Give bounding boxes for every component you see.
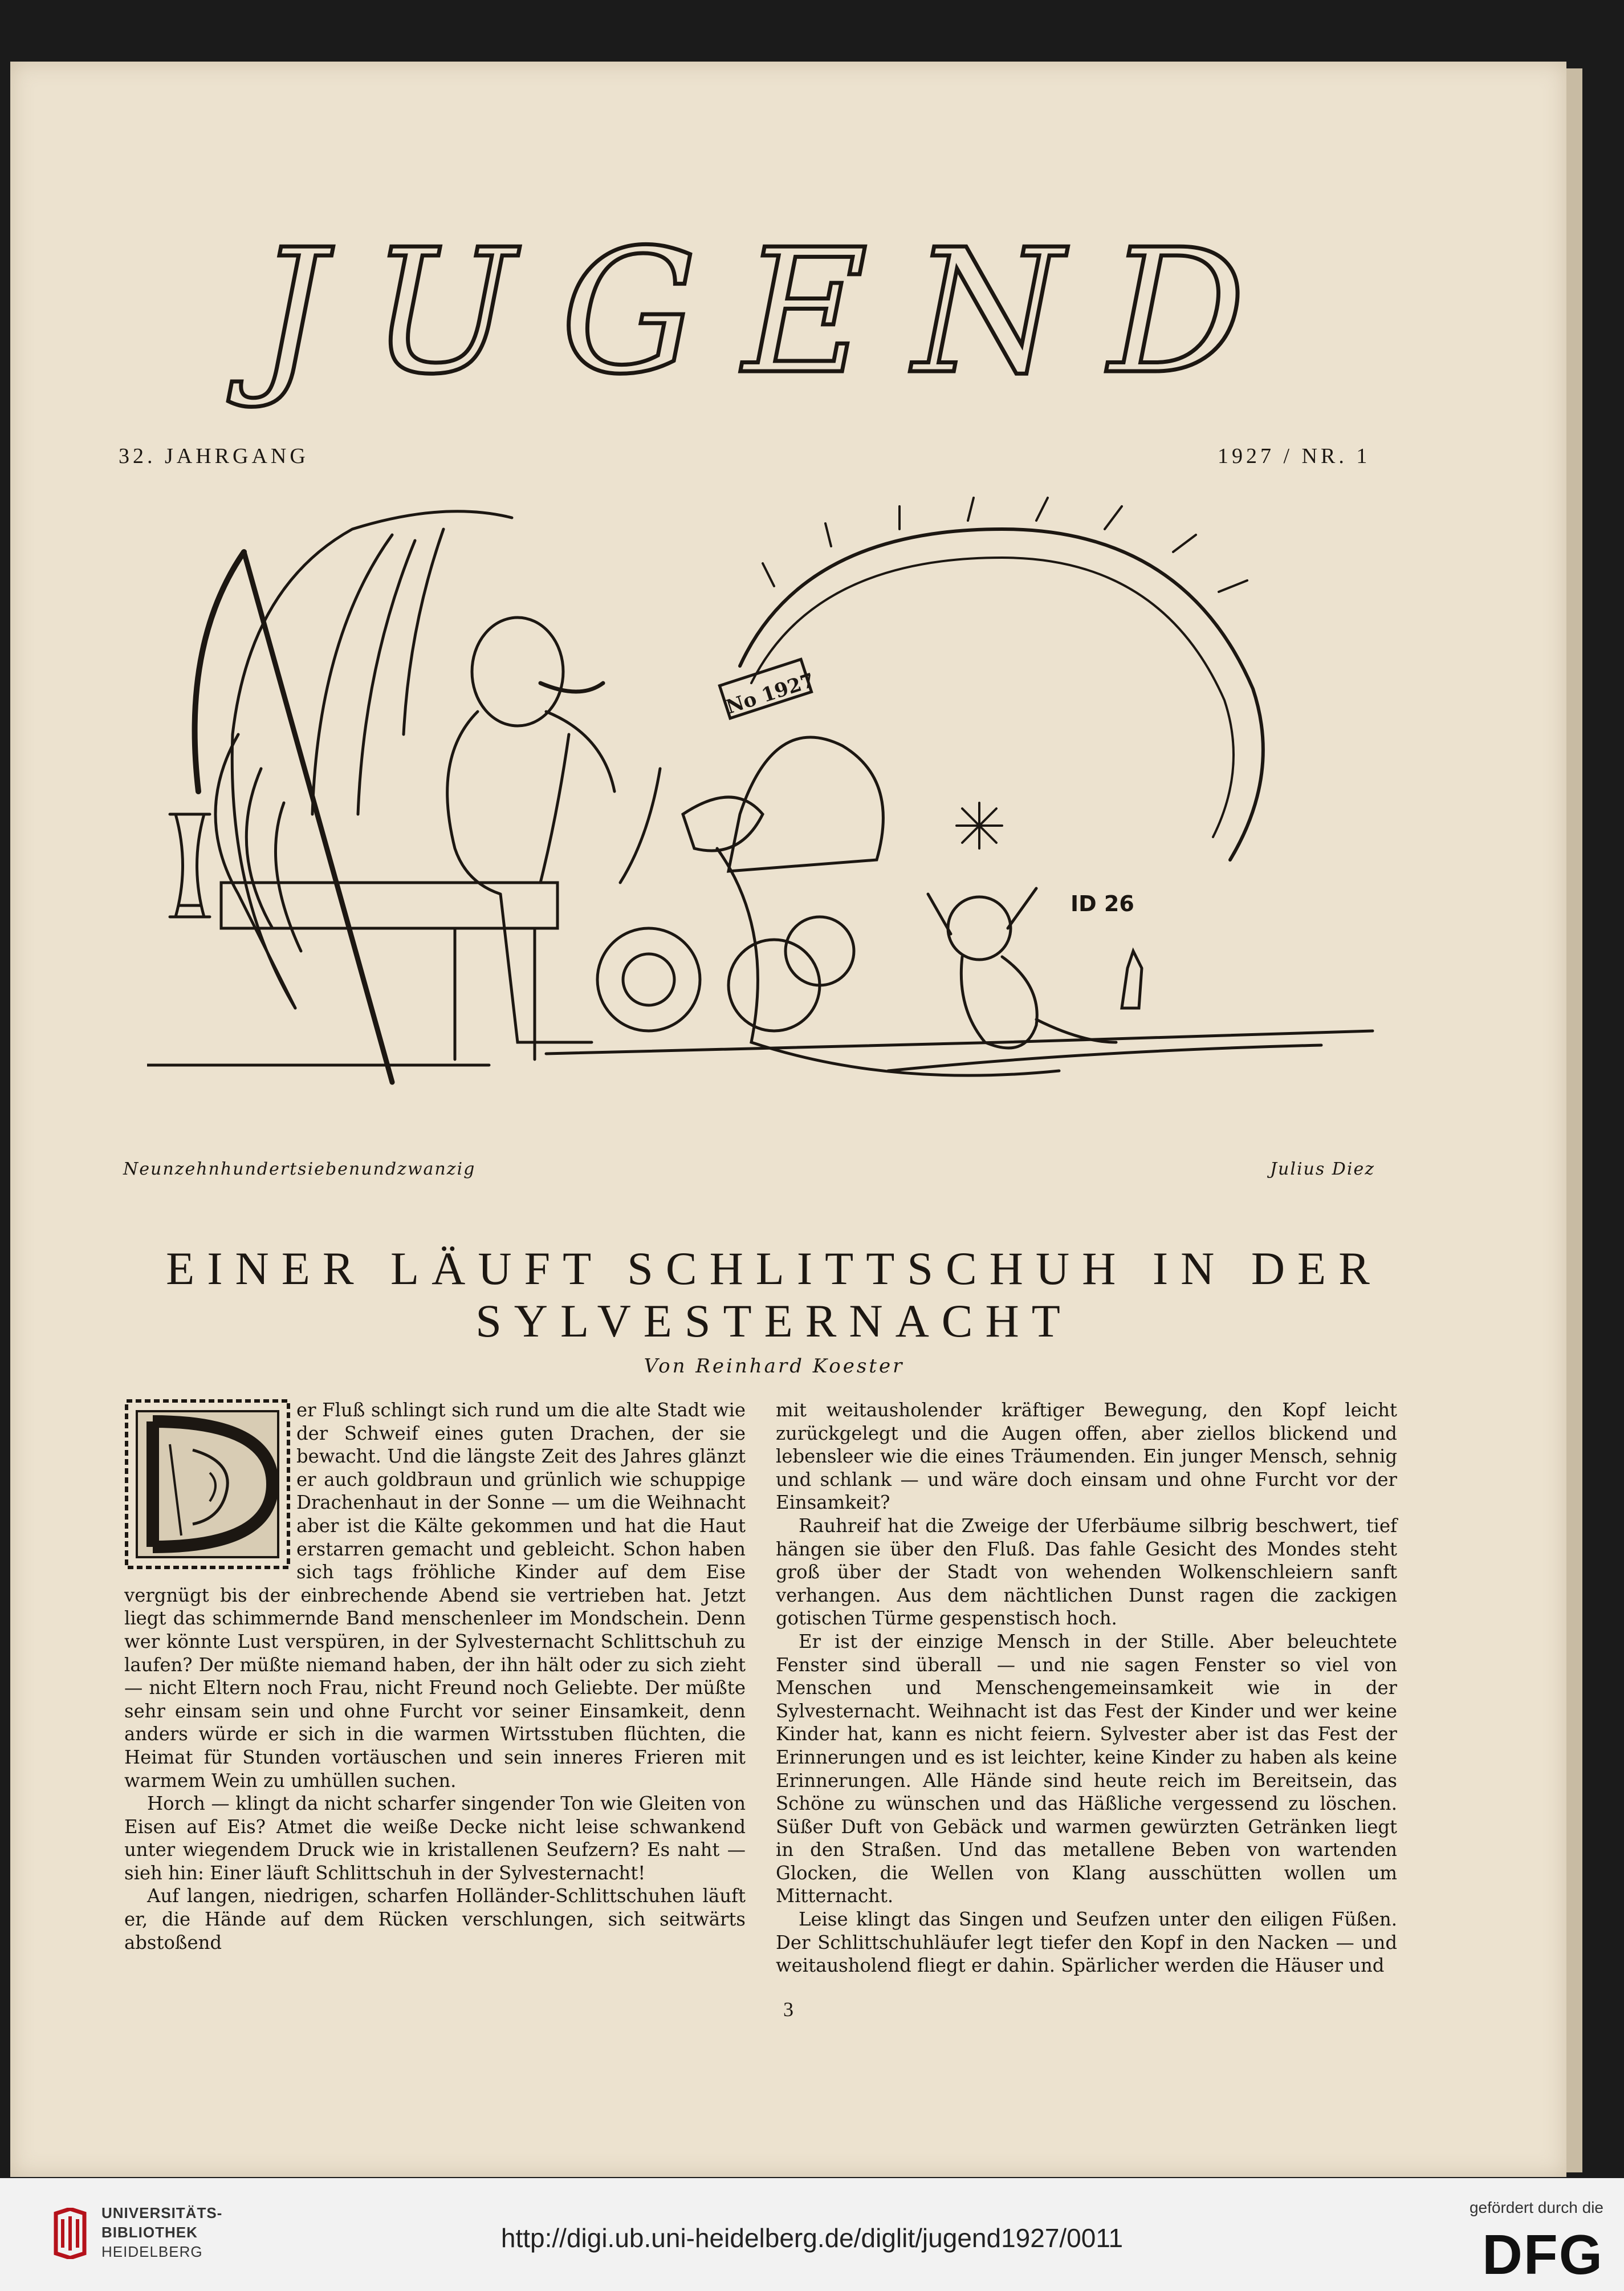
paragraph: Horch — klingt da nicht scharfer singender Ton wie Gleiten von Eisen auf Eis? Atmet die weiße Decke nicht leise schwankend unter wiegendem Druck wie in kristallenen Seufzern? Es naht — sieh hin: Einer läuft Schlittschuh in der Sylvesternacht! bbox=[124, 1793, 746, 1884]
column-left bbox=[124, 1399, 746, 1954]
paragraph: Er ist der einzige Mensch in der Stille. Aber beleuchtete Fenster sind überall — und nie sagen Fenster so viel von Menschen und Menschengemeinsamkeit wie in der Sylvesternacht. Weihnacht ist das Fest der Kinder und wer keine Kinder hat, kann es nicht feiern. Sylvester aber ist das Fest der Erinnerungen und es ist leichter, keine Kinder zu haben als keine Erinnerungen. Alle Hände sind heute reich im Bereitsein, das Schöne zu wünschen und das Häßliche vergessend zu löschen. Süßer Duft von Gebäck und warmen gewürzten Getränken liegt in den Straßen. Und das metallene Beben von wartenden Glocken, die Wellen von Klang ausschütten wollen um Mitternacht. bbox=[776, 1630, 1397, 1907]
byline: Von Reinhard Koester bbox=[644, 1355, 905, 1378]
magazine-page bbox=[10, 62, 1566, 2177]
paragraph: Rauhreif hat die Zweige der Uferbäume silbrig beschwert, tief hängen sie über den Fluß. Das fahle Gesicht des Mondes steht groß über der Stadt von wehenden Wolkenschleiern sanft verhangen. Aus dem nächtlichen Dunst ragen die zackigen gotischen Türme gespenstisch hoch. bbox=[776, 1514, 1397, 1630]
masthead bbox=[119, 210, 1430, 415]
permalink-url[interactable]: http://digi.ub.uni-heidelberg.de/diglit/jugend1927/0011 bbox=[500, 2223, 1124, 2253]
new-year-illustration bbox=[147, 495, 1401, 1145]
page-edge bbox=[1566, 68, 1582, 2172]
library-name-line-2: BIBLIOTHEK bbox=[101, 2224, 198, 2241]
page-number: 3 bbox=[783, 1998, 793, 2021]
artist-monogram: ID 26 bbox=[1071, 891, 1134, 916]
paragraph: Auf langen, niedrigen, scharfen Holländer-Schlittschuhen läuft er, die Hände auf dem Rücken verschlungen, sich seitwärts abstoßend bbox=[124, 1885, 746, 1953]
column-right bbox=[776, 1399, 1397, 1977]
library-name-line-1: UNIVERSITÄTS- bbox=[101, 2204, 223, 2221]
illustration-caption: Neunzehnhundertsiebenundzwanzig bbox=[123, 1159, 476, 1179]
masthead-title: JUGEND bbox=[257, 213, 1292, 412]
illustrator-credit: Julius Diez bbox=[1270, 1159, 1375, 1179]
decorative-initial-d-icon bbox=[124, 1399, 291, 1570]
dfg-logo[interactable]: DFG bbox=[1482, 2223, 1603, 2286]
issue-label: 1927 / NR. 1 bbox=[1218, 444, 1371, 468]
article-title-line-2: SYLVESTERNACHT bbox=[475, 1295, 1073, 1347]
paragraph: mit weitausholender kräftiger Bewegung, den Kopf leicht zurückgelegt und die Augen offen, aber ziellos blickend und lebensleer wie die eines Träumenden. Ein junger Mensch, sehnig und schlank — und wäre doch einsam und ohne Furcht vor der Einsamkeit? bbox=[776, 1399, 1397, 1514]
article-title-line-1: EINER LÄUFT SCHLITTSCHUH IN DER bbox=[166, 1242, 1382, 1294]
paragraph: er Fluß schlingt sich rund um die alte Stadt wie der Schweif eines guten Drachen, der sie bewacht. Und die längste Zeit des Jahres glänzt er auch goldbraun und grünlich wie schuppige Drachenhaut in der Sonne — um die Weihnacht aber ist die Kälte gekommen und hat die Haut erstarren gemacht und gebleicht. Schon haben sich tags fröhliche Kinder auf dem Eise vergnügt bis der einbrechende Abend sie vertrieben hat. Jetzt liegt das schimmernde Band menschenleer im Mondschein. Denn wer könnte Lust verspüren, in der Sylvesternacht Schlittschuh zu laufen? Der müßte niemand haben, der ihn hält oder zu sich zieht — nicht Eltern noch Frau, nicht Freund noch Geliebte. Der müßte sehr einsam sein und ohne Furcht vor seiner Einsamkeit, denn anders würde er sich in die warmen Wirtsstuben flüchten, die Heimat für Stunden vortäuschen und sein inneres Frieren mit warmem Wein zu umhüllen suchen. bbox=[124, 1399, 746, 1792]
sponsor-label: gefördert durch die bbox=[1469, 2199, 1603, 2216]
volume-label: 32. JAHRGANG bbox=[119, 444, 309, 468]
paragraph: Leise klingt das Singen und Seufzen unter den eiligen Füßen. Der Schlittschuhläufer legt tiefer den Kopf in den Nacken — und weitausholend fliegt er dahin. Spärlicher werden die Häuser und bbox=[776, 1908, 1397, 1977]
year-tag: No 1927 bbox=[723, 669, 817, 719]
library-name-line-3: HEIDELBERG bbox=[101, 2243, 203, 2260]
viewer-footer bbox=[0, 2178, 1624, 2291]
